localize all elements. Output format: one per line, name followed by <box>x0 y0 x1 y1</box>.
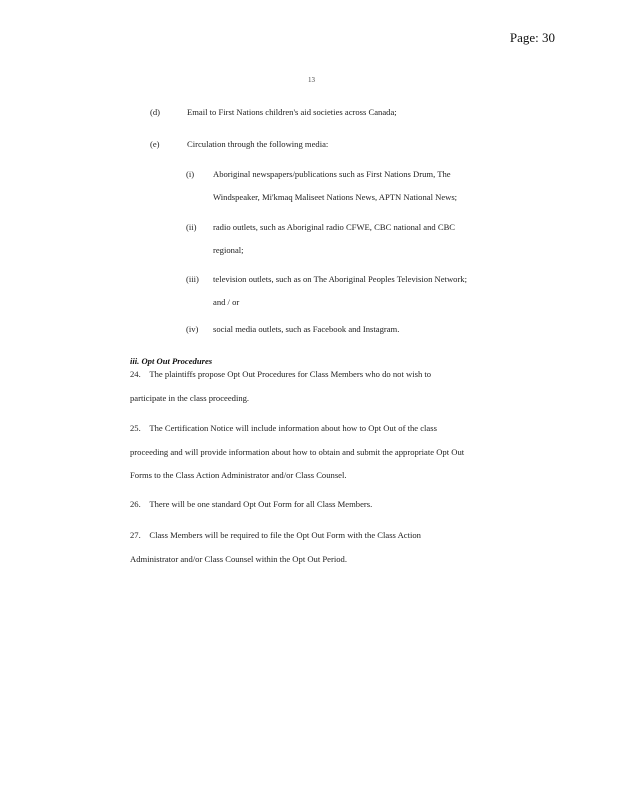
sub-label: (ii) <box>186 222 197 232</box>
list-text: Email to First Nations children's aid societies across Canada; <box>187 107 397 117</box>
paragraph-26 <box>130 493 493 517</box>
sub-label: (iii) <box>186 274 199 284</box>
paragraph-line: Administrator and/or Class Counsel within the Opt Out Period. <box>130 553 347 564</box>
sub-label: (iv) <box>186 324 199 334</box>
paragraph-number: 26. <box>130 499 141 509</box>
paragraph-line <box>130 493 493 517</box>
paragraph-text: The Certification Notice will include information about how to Opt Out of the class <box>149 423 437 433</box>
paragraph-number: 24. <box>130 369 141 379</box>
list-label: (d) <box>150 107 161 117</box>
list-label: (e) <box>150 139 160 149</box>
sub-line-1: radio outlets, such as Aboriginal radio CFWE, CBC national and CBC <box>213 222 456 232</box>
sub-line-2: Windspeaker, Mi'kmaq Maliseet Nations News, APTN National News; <box>213 192 458 202</box>
paragraph-27 <box>130 524 493 571</box>
sub-line-2: regional; <box>213 245 244 255</box>
sub-label: (i) <box>186 169 195 179</box>
sub-line-2: and / or <box>213 297 240 307</box>
section-heading: iii. Opt Out Procedures <box>130 356 213 366</box>
paragraph-text: Class Members will be required to file the Opt Out Form with the Class Action <box>149 530 421 540</box>
paragraph-line <box>130 524 493 548</box>
page-label: Page: 30 <box>509 30 555 45</box>
paragraph-25 <box>130 417 493 488</box>
sub-line-1: Aboriginal newspapers/publications such as First Nations Drum, The <box>213 169 451 179</box>
paragraph-text: There will be one standard Opt Out Form for all Class Members. <box>149 499 373 509</box>
list-text: Circulation through the following media: <box>187 139 329 149</box>
paragraph-number: 25. <box>130 423 141 433</box>
paragraph-line: Forms to the Class Action Administrator and/or Class Counsel. <box>130 470 347 480</box>
sub-line-1: social media outlets, such as Facebook and Instagram. <box>213 324 400 334</box>
paragraph-24 <box>130 363 493 410</box>
paragraph-number: 27. <box>130 530 141 540</box>
page-number: 13 <box>308 76 315 84</box>
paragraph-line: proceeding and will provide information about how to obtain and submit the appropriate Opt Out <box>130 446 465 457</box>
paragraph-line <box>130 363 493 387</box>
paragraph-line: participate in the class proceeding. <box>130 392 250 403</box>
paragraph-line <box>130 417 493 441</box>
paragraph-text: The plaintiffs propose Opt Out Procedures for Class Members who do not wish to <box>149 369 432 379</box>
sub-line-1: television outlets, such as on The Aboriginal Peoples Television Network; <box>213 274 467 284</box>
